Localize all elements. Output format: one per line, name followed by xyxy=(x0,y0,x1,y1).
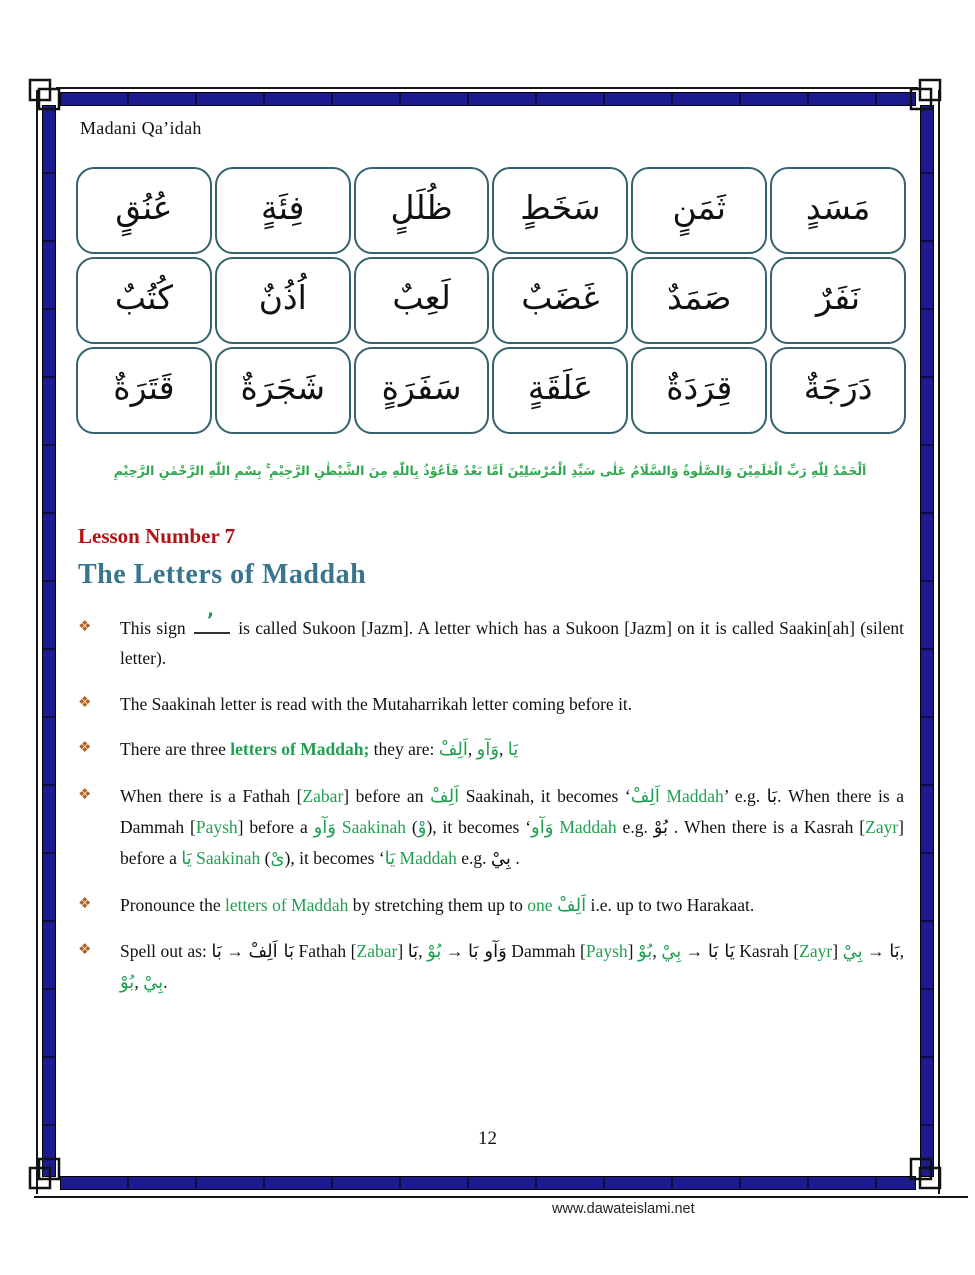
bullet-item xyxy=(78,936,904,999)
text-segment: e.g. xyxy=(616,816,654,837)
bullet-text xyxy=(120,689,904,719)
bullet-item xyxy=(78,781,904,875)
arabic-term: بِيْ xyxy=(842,940,863,962)
arabic-term: بِيْ xyxy=(143,972,164,994)
text-segment: , xyxy=(467,739,477,760)
text-segment: Zabar xyxy=(356,940,398,961)
text-segment: . xyxy=(163,972,168,993)
text-segment: Kasrah [ xyxy=(734,940,800,961)
text-segment: by stretching them up to xyxy=(348,894,528,915)
text-segment: e.g. xyxy=(456,848,491,869)
text-segment: Spell out as: xyxy=(120,940,212,961)
frame-outer-line-top xyxy=(56,87,918,89)
arabic-term: اَلِفْ xyxy=(430,785,460,807)
arabic-term: بَا xyxy=(766,785,778,807)
text-segment: . xyxy=(510,848,520,869)
text-segment: letters of Maddah; xyxy=(230,739,370,760)
text-segment: Fathah [ xyxy=(293,940,357,961)
bullet-diamond-icon: ❖ xyxy=(78,692,92,711)
arabic-term: اَلِفْ xyxy=(630,785,660,807)
page-number: 12 xyxy=(478,1128,497,1149)
text-segment: ), it becomes ‘ xyxy=(426,816,532,837)
corner-ornament-icon xyxy=(908,78,942,112)
text-segment: letters of Maddah xyxy=(224,894,349,915)
word-cell: دَرَجَةٌ xyxy=(770,347,906,434)
text-segment: This sign xyxy=(120,618,191,638)
page-header-title: Madani Qa’idah xyxy=(80,118,202,138)
bullet-text xyxy=(120,781,904,875)
arabic-term: بُوْ xyxy=(638,940,653,962)
corner-ornament-icon xyxy=(28,1156,62,1190)
lesson-number-heading: Lesson Number 7 xyxy=(78,524,236,548)
text-segment: Zayr xyxy=(799,940,833,961)
arabic-term: بَا xyxy=(889,940,900,962)
word-cell: لَعِبٌ xyxy=(354,257,490,344)
arabic-term: بُوْ xyxy=(653,816,669,838)
frame-outer-line-left xyxy=(36,90,38,1194)
arabic-term: وَآو xyxy=(313,816,336,838)
bullet-item xyxy=(78,890,904,921)
text-segment: Dammah [ xyxy=(506,940,586,961)
bullet-text xyxy=(120,609,904,674)
footer-url: www.dawateislami.net xyxy=(552,1201,695,1217)
bullet-diamond-icon: ❖ xyxy=(78,738,92,757)
word-cell: عُنُقٍ xyxy=(76,167,212,254)
bullet-diamond-icon: ❖ xyxy=(78,784,92,803)
arabic-term: وَآو بَا xyxy=(468,940,507,962)
arabic-term: بَا xyxy=(211,940,222,962)
arabic-term: وَآو xyxy=(531,816,554,838)
text-segment: Zabar xyxy=(302,785,344,806)
bullet-diamond-icon: ❖ xyxy=(78,893,92,912)
text-segment: The Saakinah letter is read with the Mutaharrikah letter coming before it. xyxy=(120,693,633,714)
arabic-term: ىْ xyxy=(270,848,285,870)
text-segment: ( xyxy=(406,816,418,837)
bullet-diamond-icon: ❖ xyxy=(78,617,92,635)
text-segment: ] before an xyxy=(343,785,431,806)
text-segment: they are: xyxy=(369,739,439,760)
arabic-term: يَا بَا xyxy=(707,940,735,962)
bullet-diamond-icon: ❖ xyxy=(78,939,92,958)
frame-bar-right xyxy=(920,105,934,1177)
frame-outer-line-bottom xyxy=(34,1196,968,1198)
text-segment: , xyxy=(652,940,662,961)
corner-ornament-icon xyxy=(908,1156,942,1190)
word-cell: صَمَدٌ xyxy=(631,257,767,344)
text-segment: ] before a xyxy=(120,816,904,869)
bullet-item xyxy=(78,734,904,765)
corner-ornament-icon xyxy=(28,78,62,112)
arabic-term: بِيْ xyxy=(490,848,511,870)
word-cell: عَلَقَةٍ xyxy=(492,347,628,434)
text-segment: ] before a xyxy=(237,816,314,837)
arabic-term: يَا xyxy=(384,848,396,870)
text-segment: is called Sukoon [Jazm]. A letter which has a Sukoon [Jazm] on it is called Saakin[ah] (silent letter). xyxy=(120,618,904,669)
arabic-term: وْ xyxy=(417,816,427,838)
text-segment: → xyxy=(441,940,468,961)
word-cell: نَفَرٌ xyxy=(770,257,906,344)
lesson-title-heading: The Letters of Maddah xyxy=(78,559,367,590)
text-segment: Maddah xyxy=(395,848,457,869)
word-cell: كُتُبٌ xyxy=(76,257,212,344)
text-segment: ] xyxy=(627,940,638,961)
text-segment: i.e. up to two Harakaat. xyxy=(586,894,755,915)
text-segment: ] xyxy=(397,940,408,961)
arabic-term: وَآو xyxy=(476,739,500,761)
word-cell: مَسَدٍ xyxy=(770,167,906,254)
text-segment: ), it becomes ‘ xyxy=(284,848,385,869)
text-segment: , xyxy=(499,739,508,760)
text-segment: ] xyxy=(832,940,843,961)
text-segment: Maddah xyxy=(553,816,617,837)
arabic-term: اَلِفْ xyxy=(556,894,587,916)
arabic-term: بُوْ xyxy=(427,940,442,962)
arabic-term: اَلِفْ xyxy=(438,739,468,761)
word-grid xyxy=(76,167,906,434)
text-segment: ( xyxy=(260,848,271,869)
bullet-item xyxy=(78,689,904,719)
text-segment: , xyxy=(899,940,905,961)
text-segment: , xyxy=(418,940,428,961)
text-segment: Saakinah xyxy=(191,848,261,869)
text-segment: → xyxy=(221,940,249,961)
text-segment: Saakinah, it becomes ‘ xyxy=(459,785,631,806)
text-segment: Zayr xyxy=(865,816,899,837)
sukoon-sign-icon: ’ xyxy=(194,629,230,634)
text-segment: . When there is a Kasrah [ xyxy=(668,816,866,837)
arabic-term: يَا xyxy=(507,739,519,761)
bullet-text xyxy=(120,734,904,765)
dua-line: اَلْحَمْدُ لِلّٰهِ رَبِّ الْعٰلَمِيْنَ وَالصَّلٰوةُ وَالسَّلَامُ عَلٰى سَيِّدِ الْمُرْسَلِيْنَ اَمَّا بَعْدُ فَاَعُوْذُ بِاللّٰهِ مِنَ الشَّيْطٰنِ الرَّجِيْمِ ۚ بِسْمِ اللّٰهِ الرَّحْمٰنِ الرَّحِيْمِ xyxy=(113,463,867,478)
arabic-term: بُوْ xyxy=(120,972,135,994)
word-cell: ظُلَلٍ xyxy=(354,167,490,254)
text-segment: When there is a Fathah [ xyxy=(120,785,303,806)
word-cell: قَتَرَةٌ xyxy=(76,347,212,434)
word-cell: فِئَةٍ xyxy=(215,167,351,254)
frame-bar-top xyxy=(60,92,916,106)
text-segment: Paysh xyxy=(585,940,628,961)
text-segment: Pronounce the xyxy=(120,894,225,915)
text-segment: Paysh xyxy=(195,816,238,837)
text-segment: , xyxy=(134,972,144,993)
word-cell: سَخَطٍ xyxy=(492,167,628,254)
word-cell: ثَمَنٍ xyxy=(631,167,767,254)
word-cell: غَضَبٌ xyxy=(492,257,628,344)
word-cell: شَجَرَةٌ xyxy=(215,347,351,434)
text-segment: Maddah xyxy=(659,785,724,806)
text-segment: . When there is a Dammah [ xyxy=(120,785,904,837)
arabic-term: يَا xyxy=(181,848,192,870)
text-segment: → xyxy=(681,940,708,961)
arabic-term: بَا اَلِفْ xyxy=(248,940,294,962)
word-cell: قِرَدَةٌ xyxy=(631,347,767,434)
text-segment: → xyxy=(862,940,890,961)
text-segment: There are three xyxy=(120,739,231,760)
text-segment: one xyxy=(527,894,557,915)
lesson-content xyxy=(78,524,904,1014)
bullet-item xyxy=(78,609,904,674)
text-segment: Saakinah xyxy=(335,816,407,837)
word-cell: اُذُنٌ xyxy=(215,257,351,344)
bullet-text xyxy=(120,890,904,921)
bullet-text xyxy=(120,936,904,999)
arabic-term: بَا xyxy=(407,940,419,962)
arabic-term: بِيْ xyxy=(661,940,682,962)
text-segment: ’ e.g. xyxy=(723,785,767,806)
frame-bar-bottom xyxy=(60,1176,916,1190)
word-cell: سَفَرَةٍ xyxy=(354,347,490,434)
frame-bar-left xyxy=(42,105,56,1177)
frame-outer-line-right xyxy=(938,90,940,1194)
